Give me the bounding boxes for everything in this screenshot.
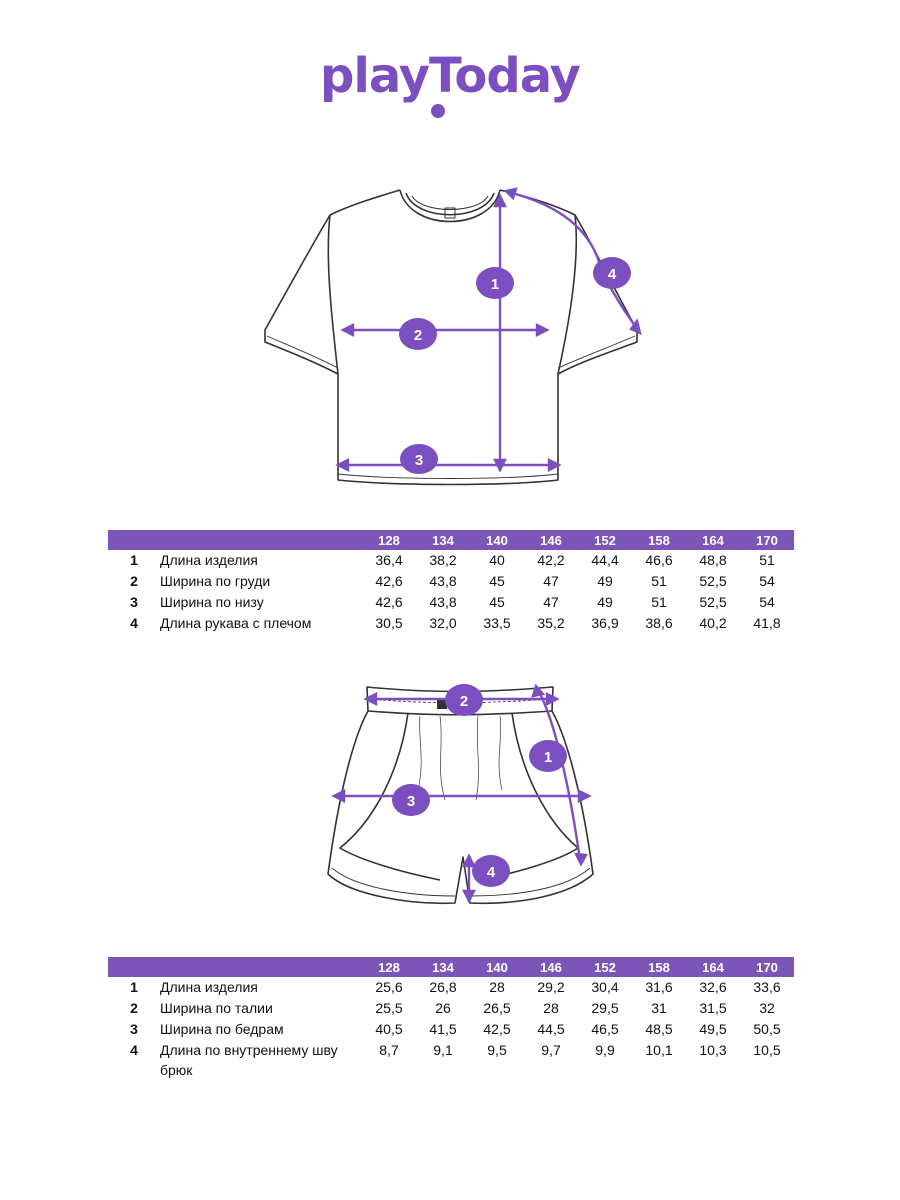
- cell-value: 54: [759, 594, 775, 610]
- cell-value: 29,2: [537, 979, 565, 995]
- cell-value: 44,4: [591, 552, 619, 568]
- cell-value: 36,9: [591, 615, 619, 631]
- size-header: 152: [578, 957, 632, 977]
- size-header: 134: [416, 530, 470, 550]
- cell-value: 40,5: [375, 1021, 403, 1037]
- cell-value: 51: [759, 552, 775, 568]
- cell-value: 31,5: [699, 1000, 727, 1016]
- size-header: 158: [632, 530, 686, 550]
- cell-value: 10,3: [699, 1042, 727, 1058]
- table-row: [108, 571, 794, 592]
- cell-value: 46,6: [645, 552, 673, 568]
- cell-value: 51: [651, 594, 667, 610]
- cell-value: 26,8: [429, 979, 457, 995]
- logo-text: playToday: [320, 48, 580, 104]
- shorts-callout-3: [392, 784, 430, 816]
- cell-value: 49: [597, 573, 613, 589]
- cell-value: 49,5: [699, 1021, 727, 1037]
- cell-value: 41,8: [753, 615, 781, 631]
- cell-value: 30,5: [375, 615, 403, 631]
- size-header: 170: [740, 530, 794, 550]
- row-label: Длина рукава с плечом: [160, 615, 312, 631]
- size-header: 140: [470, 530, 524, 550]
- cell-value: 9,1: [433, 1042, 453, 1058]
- cell-value: 35,2: [537, 615, 565, 631]
- size-header: 146: [524, 530, 578, 550]
- cell-value: 50,5: [753, 1021, 781, 1037]
- size-header: 164: [686, 530, 740, 550]
- shirt-size-table: [108, 530, 794, 634]
- svg-text:1: 1: [490, 276, 500, 293]
- cell-value: 42,6: [375, 573, 403, 589]
- cell-value: 9,9: [595, 1042, 615, 1058]
- cell-value: 47: [543, 573, 559, 589]
- size-header: 158: [632, 957, 686, 977]
- tshirt-sketch: [0, 170, 900, 500]
- row-number: 1: [130, 979, 138, 995]
- row-label: Длина по внутреннему шву брюк: [160, 1042, 338, 1078]
- table-row: [108, 1040, 794, 1080]
- row-number: 4: [130, 1042, 138, 1058]
- size-header: 128: [362, 530, 416, 550]
- cell-value: 40,2: [699, 615, 727, 631]
- cell-value: 38,2: [429, 552, 457, 568]
- table-row: [108, 998, 794, 1019]
- size-header: 170: [740, 957, 794, 977]
- row-number: 3: [130, 1021, 138, 1037]
- cell-value: 9,5: [487, 1042, 507, 1058]
- cell-value: 41,5: [429, 1021, 457, 1037]
- shorts-callout-2: [445, 684, 483, 716]
- table-row: [108, 1019, 794, 1040]
- cell-value: 10,5: [753, 1042, 781, 1058]
- shorts-callout-4: [472, 855, 510, 887]
- row-label: Длина изделия: [160, 979, 258, 995]
- row-label: Ширина по бедрам: [160, 1021, 284, 1037]
- cell-value: 38,6: [645, 615, 673, 631]
- row-number: 2: [130, 1000, 138, 1016]
- cell-value: 40: [489, 552, 505, 568]
- cell-value: 26: [435, 1000, 451, 1016]
- cell-value: 51: [651, 573, 667, 589]
- logo-dot-icon: [431, 104, 445, 118]
- svg-text:4: 4: [607, 266, 617, 283]
- cell-value: 8,7: [379, 1042, 399, 1058]
- cell-value: 36,4: [375, 552, 403, 568]
- cell-value: 42,2: [537, 552, 565, 568]
- shirt-callout-4: [593, 257, 631, 289]
- cell-value: 42,5: [483, 1021, 511, 1037]
- size-header: 152: [578, 530, 632, 550]
- table-row: [108, 592, 794, 613]
- svg-text:4: 4: [486, 864, 496, 881]
- svg-text:2: 2: [459, 693, 469, 710]
- row-number: 1: [130, 552, 138, 568]
- shorts-sketch: [0, 670, 900, 920]
- cell-value: 31,6: [645, 979, 673, 995]
- cell-value: 25,5: [375, 1000, 403, 1016]
- cell-value: 54: [759, 573, 775, 589]
- cell-value: 32,6: [699, 979, 727, 995]
- cell-value: 32: [759, 1000, 775, 1016]
- row-number: 3: [130, 594, 138, 610]
- cell-value: 44,5: [537, 1021, 565, 1037]
- table-row: [108, 977, 794, 998]
- cell-value: 52,5: [699, 594, 727, 610]
- row-label: Ширина по талии: [160, 1000, 273, 1016]
- cell-value: 25,6: [375, 979, 403, 995]
- cell-value: 30,4: [591, 979, 619, 995]
- cell-value: 52,5: [699, 573, 727, 589]
- svg-text:2: 2: [413, 327, 423, 344]
- row-number: 4: [130, 615, 138, 631]
- cell-value: 9,7: [541, 1042, 561, 1058]
- size-header: 128: [362, 957, 416, 977]
- size-header: 164: [686, 957, 740, 977]
- row-label: Ширина по груди: [160, 573, 271, 589]
- cell-value: 42,6: [375, 594, 403, 610]
- size-header: 134: [416, 957, 470, 977]
- shirt-callout-1: [476, 267, 514, 299]
- table-row: [108, 550, 794, 571]
- cell-value: 43,8: [429, 594, 457, 610]
- svg-text:3: 3: [406, 793, 416, 810]
- cell-value: 31: [651, 1000, 667, 1016]
- cell-value: 32,0: [429, 615, 457, 631]
- row-number: 2: [130, 573, 138, 589]
- cell-value: 45: [489, 573, 505, 589]
- shirt-callout-2: [399, 318, 437, 350]
- shorts-table-header: [108, 957, 794, 977]
- shirt-table-header: [108, 530, 794, 550]
- cell-value: 28: [543, 1000, 559, 1016]
- row-label: Длина изделия: [160, 552, 258, 568]
- cell-value: 10,1: [645, 1042, 673, 1058]
- shorts-size-table: [108, 957, 794, 1080]
- size-header: 146: [524, 957, 578, 977]
- shorts-callout-1: [529, 740, 567, 772]
- cell-value: 45: [489, 594, 505, 610]
- cell-value: 33,5: [483, 615, 511, 631]
- cell-value: 29,5: [591, 1000, 619, 1016]
- cell-value: 49: [597, 594, 613, 610]
- cell-value: 46,5: [591, 1021, 619, 1037]
- svg-text:3: 3: [414, 452, 424, 469]
- cell-value: 26,5: [483, 1000, 511, 1016]
- row-label: Ширина по низу: [160, 594, 264, 610]
- size-header: 140: [470, 957, 524, 977]
- brand-logo: [0, 48, 900, 104]
- cell-value: 47: [543, 594, 559, 610]
- table-row: [108, 613, 794, 634]
- cell-value: 43,8: [429, 573, 457, 589]
- cell-value: 48,5: [645, 1021, 673, 1037]
- shirt-callout-3: [400, 444, 438, 474]
- cell-value: 33,6: [753, 979, 781, 995]
- svg-text:1: 1: [543, 749, 553, 766]
- cell-value: 48,8: [699, 552, 727, 568]
- cell-value: 28: [489, 979, 505, 995]
